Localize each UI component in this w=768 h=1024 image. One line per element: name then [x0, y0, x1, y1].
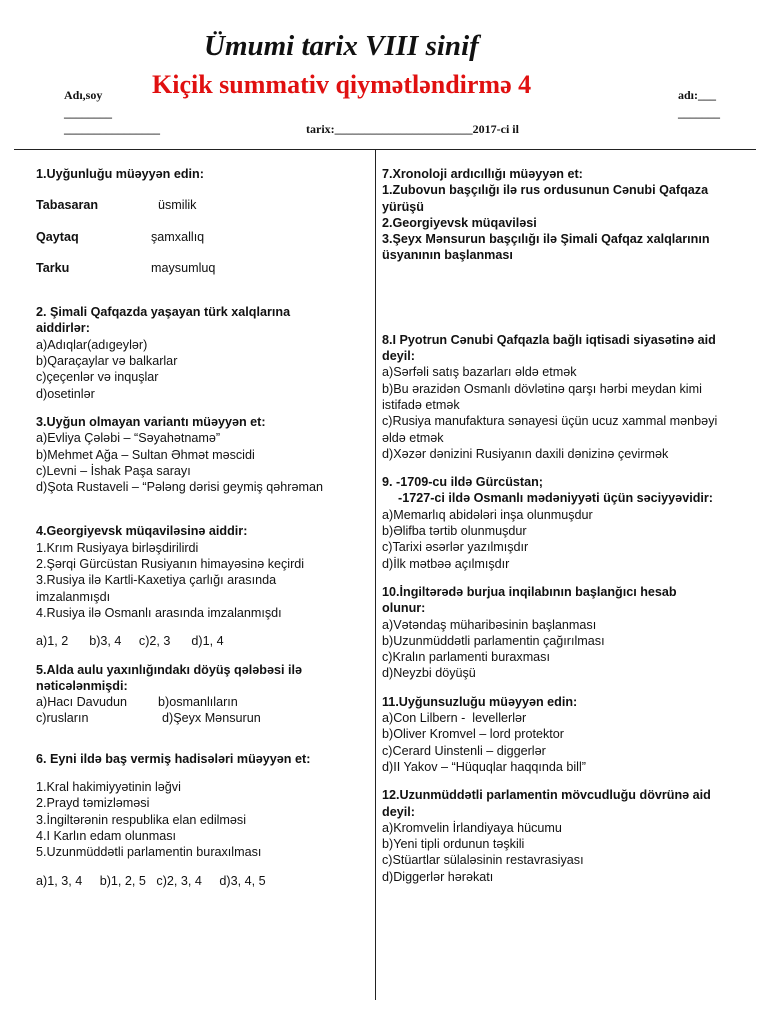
question-5-title: 5.Alda aulu yaxınlığındakı döyüş qələbəsi ilə [36, 662, 302, 677]
question-7 [382, 166, 754, 264]
chronology-item: üsyanının başlanması [382, 248, 513, 263]
question-5-title-cont: nəticələnmişdi: [36, 678, 128, 693]
match-row [36, 260, 366, 276]
question-4-title: 4.Georgiyevsk müqaviləsinə aiddir: [36, 524, 248, 539]
question-6-title: 6. Eyni ildə baş vermiş hadisələri müəyyən et: [36, 751, 311, 766]
match-left: Tarku [36, 260, 70, 275]
option: istifadə etmək [382, 397, 460, 412]
chronology-item: 2.Georgiyevsk müqaviləsi [382, 215, 537, 230]
question-8 [382, 332, 754, 462]
question-10-title: 10.İngiltərədə burjua inqilabının başlanğıcı hesab [382, 584, 677, 599]
option: c)Tarixi əsərlər yazılmışdır [382, 540, 529, 555]
option: a)Adıqlar(adıgeylər) [36, 337, 148, 352]
chronology-item: yürüşü [382, 199, 424, 214]
column-divider [375, 150, 376, 1000]
event: 3.İngiltərənin respublika elan edilməsi [36, 812, 247, 827]
match-left: Qaytaq [36, 229, 79, 244]
question-7-title: 7.Xronoloji ardıcıllığı müəyyən et: [382, 167, 583, 181]
option: b)Bu ərazidən Osmanlı dövlətinə qarşı hərbi meydan kimi [382, 381, 702, 396]
answer-choices: a)1, 2 b)3, 4 c)2, 3 d)1, 4 [36, 634, 224, 649]
match-right: üsmilik [158, 198, 197, 213]
question-8-title-cont: deyil: [382, 349, 415, 364]
question-9-title: 9. -1709-cu ildə Gürcüstan; [382, 475, 543, 490]
option: a)Sərfəli satış bazarları əldə etmək [382, 365, 577, 380]
option-row [36, 710, 366, 726]
date-label: tarix:_______________________2017-ci il [306, 122, 519, 136]
chronology-item: 3.Şeyx Mənsurun başçılığı ilə Şimali Qafqaz xalqlarının [382, 232, 710, 247]
option: c)Kralın parlamenti buraxması [382, 650, 550, 665]
page-subtitle: Kiçik summativ qiymətləndirmə 4 [152, 70, 532, 99]
match-row [36, 197, 366, 213]
question-6 [36, 751, 366, 889]
question-1-title: 1.Uyğunluğu müəyyən edin: [36, 167, 204, 181]
option: d)Xəzər dənizini Rusiyanın daxili dənizinə çevirmək [382, 446, 669, 461]
header-divider [14, 149, 756, 150]
question-9-title-cont: -1727-ci ildə Osmanlı mədəniyyəti üçün səciyyəvidir: [398, 491, 713, 506]
option: a)Memarlıq abidələri inşa olunmuşdur [382, 507, 593, 522]
name-blank-1: ________ [64, 106, 112, 120]
question-12 [382, 787, 754, 885]
right-name-blank: _______ [678, 106, 720, 120]
option: d)osetinlər [36, 386, 95, 401]
statement: 2.Şərqi Gürcüstan Rusiyanın himayəsinə keçirdi [36, 557, 305, 572]
event: 4.I Karlın edam olunması [36, 828, 177, 843]
option: d)Şeyx Mənsurun [162, 711, 261, 726]
event: 2.Prayd təmizləməsi [36, 796, 150, 811]
statement: 3.Rusiya ilə Kartli-Kaxetiya çarlığı arasında [36, 573, 277, 588]
option-row [36, 694, 366, 710]
statement: imzalanmışdı [36, 589, 111, 604]
option: d)İlk mətbəə açılmışdır [382, 556, 510, 571]
option: c)çeçenlər və inquşlar [36, 370, 159, 385]
question-11 [382, 694, 754, 775]
option: d)Diggerlər hərəkatı [382, 869, 494, 884]
question-4 [36, 523, 366, 649]
option: a)Evliya Çələbi – “Səyahətnamə” [36, 431, 221, 446]
chronology-item: 1.Zubovun başçılığı ilə rus ordusunun Cənubi Qafqaza [382, 183, 709, 198]
question-10 [382, 584, 754, 682]
option: əldə etmək [382, 430, 444, 445]
event: 1.Kral hakimiyyətinin ləğvi [36, 780, 181, 795]
statement: 1.Krım Rusiyaya birləşdirilirdi [36, 540, 199, 555]
option: c)rusların [36, 711, 89, 726]
option: b)Mehmet Ağa – Sultan Əhmət məscidi [36, 447, 255, 462]
match-right: maysumluq [151, 260, 216, 275]
name-label: Adı,soy [64, 88, 103, 102]
option: b)Əlifba tərtib olunmuşdur [382, 524, 527, 539]
option: a)Hacı Davudun [36, 695, 128, 710]
match-right: şamxallıq [151, 229, 205, 244]
left-column [36, 166, 366, 889]
match-left: Tabasaran [36, 198, 99, 213]
name-blank-2: ________________ [64, 122, 160, 136]
question-3 [36, 414, 366, 495]
match-row [36, 229, 366, 245]
option: b)Qaraçaylar və balkarlar [36, 354, 178, 369]
question-1 [36, 166, 366, 276]
question-10-title-cont: olunur: [382, 601, 426, 616]
option: a)Con Lilbern - levellerlər [382, 711, 527, 726]
option: d)Şota Rustaveli – “Pələng dərisi geymiş qəhrəman [36, 480, 323, 495]
question-5 [36, 662, 366, 727]
option: a)Kromvelin İrlandiyaya hücumu [382, 820, 562, 835]
option: a)Vətəndaş müharibəsinin başlanması [382, 617, 597, 632]
question-2-title: 2. Şimali Qafqazda yaşayan türk xalqlarına [36, 305, 291, 320]
question-2-title-cont: aiddirlər: [36, 321, 90, 336]
option: b)Oliver Kromvel – lord protektor [382, 727, 564, 742]
option: c)Levni – İshak Paşa sarayı [36, 463, 191, 478]
question-12-title-cont: deyil: [382, 804, 415, 819]
question-3-title: 3.Uyğun olmayan variantı müəyyən et: [36, 414, 266, 429]
option: c)Cerard Uinstenli – diggerlər [382, 743, 546, 758]
event: 5.Uzunmüddətli parlamentin buraxılması [36, 845, 262, 860]
question-11-title: 11.Uyğunsuzluğu müəyyən edin: [382, 694, 578, 709]
right-name-label: adı:___ [678, 88, 717, 102]
question-12-title: 12.Uzunmüddətli parlamentin mövcudluğu dövrünə aid [382, 788, 711, 803]
option: b)Yeni tipli ordunun təşkili [382, 837, 525, 852]
statement: 4.Rusiya ilə Osmanlı arasında imzalanmışdı [36, 605, 282, 620]
option: b)Uzunmüddətli parlamentin çağırılması [382, 633, 605, 648]
answer-choices: a)1, 3, 4 b)1, 2, 5 c)2, 3, 4 d)3, 4, 5 [36, 873, 266, 888]
option: d)II Yakov – “Hüquqlar haqqında bill” [382, 759, 586, 774]
right-column [382, 166, 754, 885]
option: c)Rusiya manufaktura sənayesi üçün ucuz xammal mənbəyi [382, 414, 718, 429]
question-2 [36, 304, 366, 402]
page-title: Ümumi tarix VIII sinif [204, 30, 479, 62]
option: b)osmanlıların [158, 695, 238, 710]
option: c)Stüartlar sülaləsinin restavrasiyası [382, 853, 584, 868]
question-8-title: 8.I Pyotrun Cənubi Qafqazla bağlı iqtisadi siyasətinə aid [382, 332, 716, 347]
question-9 [382, 474, 754, 572]
option: d)Neyzbi döyüşü [382, 666, 476, 681]
